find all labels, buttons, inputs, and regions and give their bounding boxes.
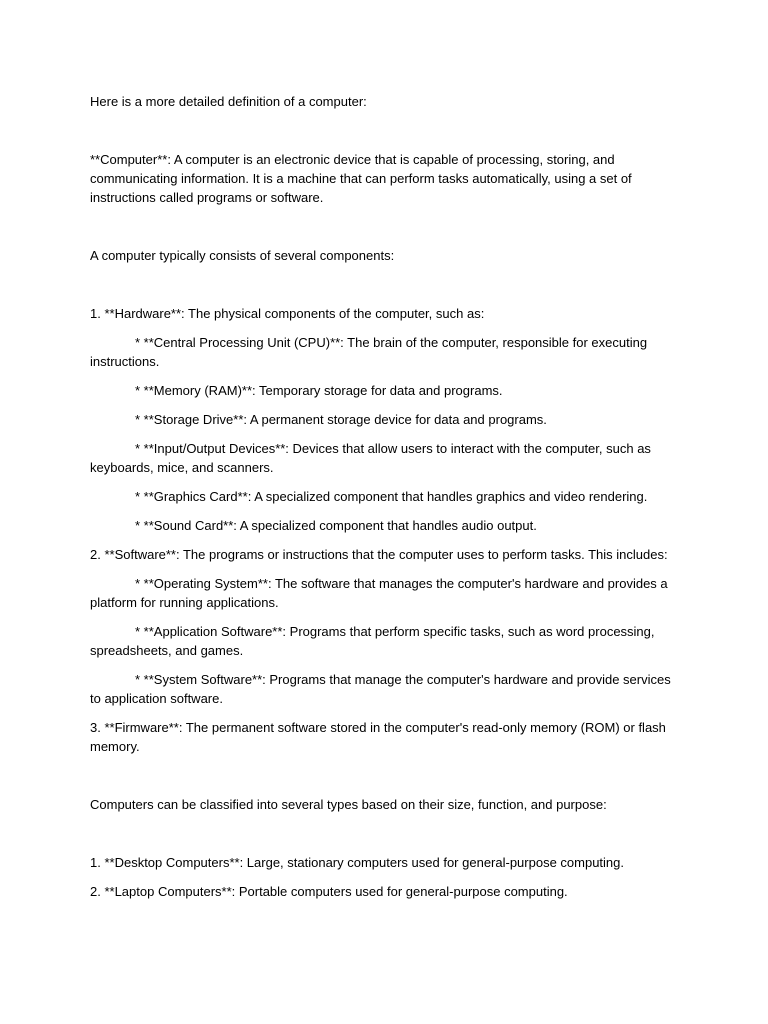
type-item-desktop: 1. **Desktop Computers**: Large, stationary computers used for general-purpose computing. [90,855,625,870]
hardware-item-cpu: * **Central Processing Unit (CPU)**: The brain of the computer, responsible for executing instructions. [90,335,648,369]
software-item-application: * **Application Software**: Programs that perform specific tasks, such as word processing, spreadsheets, and games. [90,624,655,658]
hardware-item-sound-card: * **Sound Card**: A specialized component that handles audio output. [135,518,537,533]
types-intro-paragraph: Computers can be classified into several types based on their size, function, and purpose: [90,797,607,812]
definition-paragraph: **Computer**: A computer is an electronic device that is capable of processing, storing, and communicating information. It is a machine that can perform tasks automatically, using a set of instructions called programs or software. [90,152,632,205]
software-heading: 2. **Software**: The programs or instructions that the computer uses to perform tasks. This includes: [90,547,668,562]
intro-paragraph: Here is a more detailed definition of a computer: [90,94,367,109]
software-item-operating-system: * **Operating System**: The software that manages the computer's hardware and provides a platform for running applications. [90,576,668,610]
components-intro-paragraph: A computer typically consists of several components: [90,248,395,263]
hardware-item-storage: * **Storage Drive**: A permanent storage device for data and programs. [135,412,547,427]
hardware-item-memory: * **Memory (RAM)**: Temporary storage for data and programs. [135,383,503,398]
type-item-laptop: 2. **Laptop Computers**: Portable computers used for general-purpose computing. [90,884,568,899]
firmware-paragraph: 3. **Firmware**: The permanent software stored in the computer's read-only memory (ROM) or flash memory. [90,720,666,754]
hardware-item-graphics-card: * **Graphics Card**: A specialized component that handles graphics and video rendering. [135,489,648,504]
software-item-system: * **System Software**: Programs that manage the computer's hardware and provide services to application software. [90,672,671,706]
hardware-item-io-devices: * **Input/Output Devices**: Devices that allow users to interact with the computer, such as keyboards, mice, and scanners. [90,441,651,475]
hardware-heading: 1. **Hardware**: The physical components of the computer, such as: [90,306,485,321]
